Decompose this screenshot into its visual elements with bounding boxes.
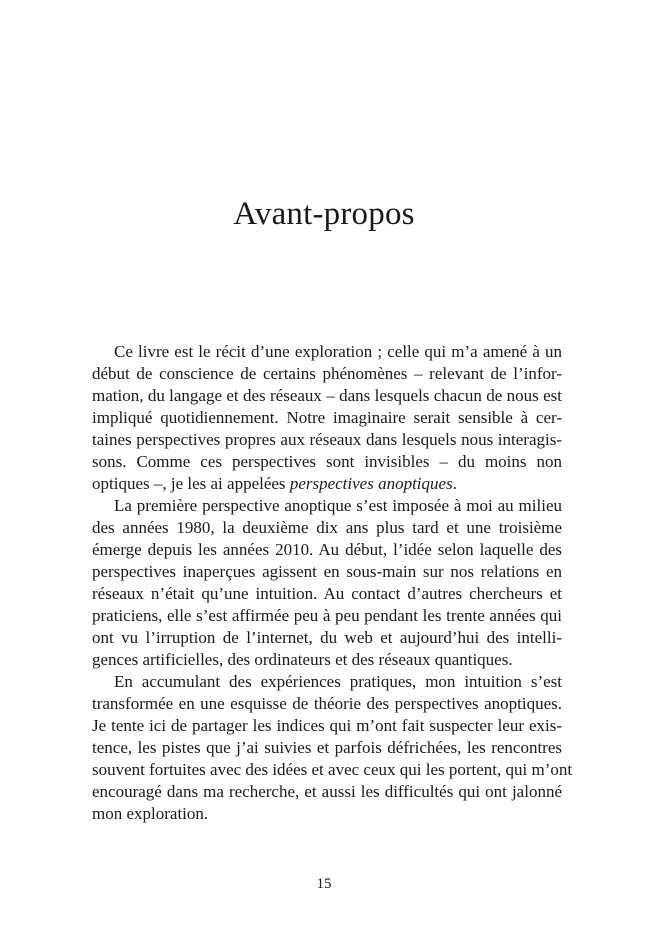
- text-line: Ce livre est le récit d’une exploration ; celle qui m’a amené à un: [114, 342, 562, 361]
- text-line: praticiens, elle s’est affirmée peu à peu pendant les trente années qui: [92, 606, 562, 625]
- text-line: réseaux n’était qu’une intuition. Au contact d’autres chercheurs et: [92, 584, 562, 603]
- text-line: transformée en une esquisse de théorie des perspectives anoptiques.: [92, 694, 562, 713]
- body-text: [92, 341, 573, 825]
- italic-term: perspectives anoptiques: [289, 474, 453, 493]
- text-line: début de conscience de certains phénomènes – relevant de l’infor-: [92, 364, 562, 383]
- text-segment: .: [452, 474, 457, 493]
- text-segment: optiques –, je les ai appelées: [92, 474, 290, 493]
- text-line: En accumulant des expériences pratiques, mon intuition s’est: [114, 672, 562, 691]
- paragraph-2: [92, 495, 562, 671]
- text-line: La première perspective anoptique s’est imposée à moi au milieu: [114, 496, 562, 515]
- text-line: mation, du langage et des réseaux – dans lesquels chacun de nous est: [92, 386, 562, 405]
- text-line: gences artificielles, des ordinateurs et des réseaux quantiques.: [92, 650, 513, 669]
- text-line: émerge depuis les années 2010. Au début, l’idée selon laquelle des: [92, 540, 562, 559]
- chapter-title: Avant-propos: [233, 196, 415, 232]
- page-number: 15: [316, 876, 332, 892]
- text-line: Je tente ici de partager les indices qui m’ont fait suspecter leur exis-: [92, 716, 562, 735]
- text-line: des années 1980, la deuxième dix ans plus tard et une troisième: [92, 518, 562, 537]
- text-line: perspectives inaperçues agissent en sous-main sur nos relations en: [92, 562, 562, 581]
- text-line: ont vu l’irruption de l’internet, du web et aujourd’hui des intelli-: [92, 628, 562, 647]
- text-line: sons. Comme ces perspectives sont invisibles – du moins non: [92, 452, 562, 471]
- text-line: taines perspectives propres aux réseaux dans lesquels nous interagis-: [92, 430, 562, 449]
- text-line: mon exploration.: [92, 804, 209, 823]
- text-line: tence, les pistes que j’ai suivies et parfois défrichées, les rencontres: [92, 738, 562, 757]
- text-line: souvent fortuites avec des idées et avec ceux qui les portent, qui m’ont: [92, 760, 573, 779]
- paragraph-3: [92, 671, 573, 825]
- paragraph-1: [92, 341, 562, 495]
- text-line: [92, 473, 562, 495]
- text-line: impliqué quotidiennement. Notre imaginaire serait sensible à cer-: [92, 408, 562, 427]
- text-line: encouragé dans ma recherche, et aussi les difficultés qui ont jalonné: [92, 782, 562, 801]
